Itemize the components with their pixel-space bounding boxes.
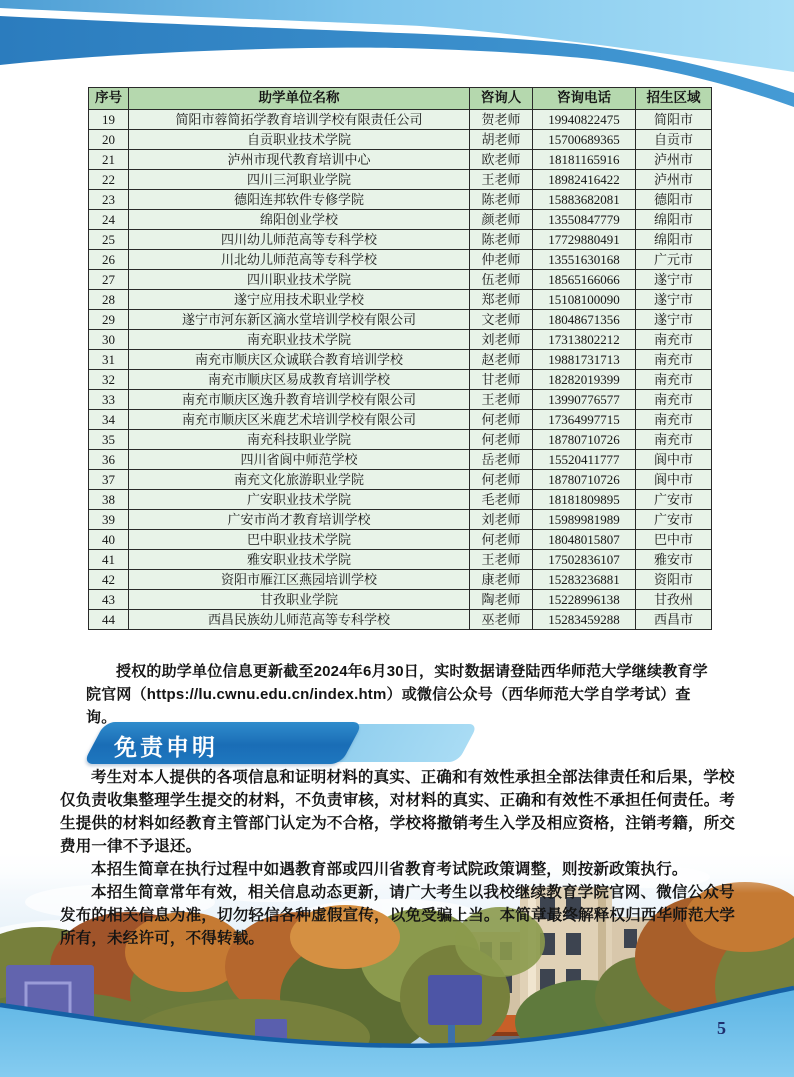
table-cell: 32 <box>89 370 129 390</box>
disclaimer-paragraph: 本招生简章常年有效，相关信息动态更新，请广大考生以我校继续教育学院官网、微信公众号发布的相关信息为准，切勿轻信各种虚假宣传，以免受骗上当。本简章最终解释权归西华师范大学所有，未经许可，不得转载。 <box>60 884 736 947</box>
table-cell: 郑老师 <box>470 290 533 310</box>
table-cell: 18982416422 <box>533 170 636 190</box>
table-cell: 德阳连邦软件专修学院 <box>129 190 470 210</box>
table-cell: 18565166066 <box>533 270 636 290</box>
table-cell: 34 <box>89 410 129 430</box>
table-cell: 陶老师 <box>470 590 533 610</box>
table-cell: 13550847779 <box>533 210 636 230</box>
table-cell: 29 <box>89 310 129 330</box>
disclaimer-paragraph: 本招生简章在执行过程中如遇教育部或四川省教育考试院政策调整，则按新政策执行。 <box>91 861 688 878</box>
table-header-cell: 咨询人 <box>470 88 533 110</box>
table-cell: 18780710726 <box>533 470 636 490</box>
table-cell: 雅安职业技术学院 <box>129 550 470 570</box>
table-cell: 资阳市 <box>636 570 712 590</box>
table-cell: 南充市顺庆区米鹿艺术培训学校有限公司 <box>129 410 470 430</box>
table-row <box>89 430 712 450</box>
table-cell: 17364997715 <box>533 410 636 430</box>
table-row <box>89 470 712 490</box>
table-row <box>89 490 712 510</box>
table-cell: 康老师 <box>470 570 533 590</box>
table-cell: 18181165916 <box>533 150 636 170</box>
table-row <box>89 370 712 390</box>
table-header-cell: 咨询电话 <box>533 88 636 110</box>
table-cell: 王老师 <box>470 550 533 570</box>
table-cell: 18048671356 <box>533 310 636 330</box>
table-cell: 41 <box>89 550 129 570</box>
table-cell: 西昌市 <box>636 610 712 630</box>
table-cell: 27 <box>89 270 129 290</box>
table-cell: 13551630168 <box>533 250 636 270</box>
table-cell: 19940822475 <box>533 110 636 130</box>
table-cell: 西昌民族幼儿师范高等专科学校 <box>129 610 470 630</box>
table-cell: 15883682081 <box>533 190 636 210</box>
table-cell: 17502836107 <box>533 550 636 570</box>
table-cell: 33 <box>89 390 129 410</box>
table-cell: 王老师 <box>470 170 533 190</box>
table-cell: 南充科技职业学院 <box>129 430 470 450</box>
table-cell: 17729880491 <box>533 230 636 250</box>
table-header-row <box>89 88 712 110</box>
table-cell: 资阳市雁江区燕园培训学校 <box>129 570 470 590</box>
table-row <box>89 170 712 190</box>
table-cell: 刘老师 <box>470 510 533 530</box>
table-cell: 何老师 <box>470 430 533 450</box>
table-cell: 南充市 <box>636 350 712 370</box>
table-cell: 四川幼儿师范高等专科学校 <box>129 230 470 250</box>
table-cell: 四川三河职业学院 <box>129 170 470 190</box>
table-cell: 南充市 <box>636 330 712 350</box>
table-cell: 自贡市 <box>636 130 712 150</box>
table-cell: 巫老师 <box>470 610 533 630</box>
table-cell: 德阳市 <box>636 190 712 210</box>
table-cell: 刘老师 <box>470 330 533 350</box>
table-cell: 甘孜职业学院 <box>129 590 470 610</box>
page-number: 5 <box>717 1018 726 1038</box>
table-cell: 何老师 <box>470 470 533 490</box>
table-row <box>89 570 712 590</box>
table-cell: 南充文化旅游职业学院 <box>129 470 470 490</box>
table-row <box>89 550 712 570</box>
table-cell: 南充市顺庆区逸升教育培训学校有限公司 <box>129 390 470 410</box>
table-cell: 遂宁市 <box>636 310 712 330</box>
table-cell: 广安市 <box>636 490 712 510</box>
table-row <box>89 250 712 270</box>
table-cell: 仲老师 <box>470 250 533 270</box>
table-cell: 13990776577 <box>533 390 636 410</box>
table-cell: 18282019399 <box>533 370 636 390</box>
table-cell: 遂宁应用技术职业学校 <box>129 290 470 310</box>
table-cell: 泸州市 <box>636 170 712 190</box>
table-row <box>89 270 712 290</box>
table-cell: 20 <box>89 130 129 150</box>
table-cell: 文老师 <box>470 310 533 330</box>
disclaimer-title: 免责申明 <box>114 734 218 760</box>
table-cell: 巴中职业技术学院 <box>129 530 470 550</box>
table-cell: 赵老师 <box>470 350 533 370</box>
table-row <box>89 530 712 550</box>
table-cell: 南充职业技术学院 <box>129 330 470 350</box>
table-row <box>89 190 712 210</box>
update-note: 授权的助学单位信息更新截至2024年6月30日，实时数据请登陆西华师范大学继续教育学院官网（https://lu.cwnu.edu.cn/index.htm）或微信公众号（西华师范大学自学考试）查询。 <box>86 663 708 726</box>
table-cell: 岳老师 <box>470 450 533 470</box>
table-cell: 甘老师 <box>470 370 533 390</box>
table-cell: 绵阳创业学校 <box>129 210 470 230</box>
table-cell: 四川省阆中师范学校 <box>129 450 470 470</box>
table-cell: 37 <box>89 470 129 490</box>
table-cell: 阆中市 <box>636 470 712 490</box>
table-cell: 15108100090 <box>533 290 636 310</box>
table-cell: 雅安市 <box>636 550 712 570</box>
table-cell: 简阳市 <box>636 110 712 130</box>
table-cell: 阆中市 <box>636 450 712 470</box>
table-header-cell: 序号 <box>89 88 129 110</box>
table-cell: 陈老师 <box>470 190 533 210</box>
disclaimer-banner <box>82 722 412 764</box>
table-row <box>89 390 712 410</box>
table-cell: 15283459288 <box>533 610 636 630</box>
table-row <box>89 230 712 250</box>
table-header-cell: 招生区域 <box>636 88 712 110</box>
table-cell: 伍老师 <box>470 270 533 290</box>
table-cell: 39 <box>89 510 129 530</box>
table-cell: 南充市 <box>636 370 712 390</box>
table-cell: 22 <box>89 170 129 190</box>
table-cell: 南充市 <box>636 410 712 430</box>
table-cell: 何老师 <box>470 410 533 430</box>
table-cell: 绵阳市 <box>636 210 712 230</box>
table-cell: 38 <box>89 490 129 510</box>
table-row <box>89 130 712 150</box>
table-cell: 19 <box>89 110 129 130</box>
table-cell: 简阳市蓉简拓学教育培训学校有限责任公司 <box>129 110 470 130</box>
table-cell: 35 <box>89 430 129 450</box>
table-cell: 31 <box>89 350 129 370</box>
table-cell: 42 <box>89 570 129 590</box>
table-cell: 甘孜州 <box>636 590 712 610</box>
table-cell: 南充市 <box>636 430 712 450</box>
table-row <box>89 290 712 310</box>
table-cell: 18780710726 <box>533 430 636 450</box>
table-cell: 25 <box>89 230 129 250</box>
table-cell: 颜老师 <box>470 210 533 230</box>
table-cell: 广安市尚才教育培训学校 <box>129 510 470 530</box>
table-cell: 四川职业技术学院 <box>129 270 470 290</box>
table-cell: 广元市 <box>636 250 712 270</box>
table-cell: 23 <box>89 190 129 210</box>
table-cell: 贺老师 <box>470 110 533 130</box>
table-row <box>89 210 712 230</box>
table-cell: 南充市顺庆区众诚联合教育培训学校 <box>129 350 470 370</box>
table-cell: 遂宁市 <box>636 290 712 310</box>
table-row <box>89 510 712 530</box>
table-cell: 28 <box>89 290 129 310</box>
table-cell: 19881731713 <box>533 350 636 370</box>
table-cell: 自贡职业技术学院 <box>129 130 470 150</box>
table-row <box>89 450 712 470</box>
table-row <box>89 350 712 370</box>
table-cell: 绵阳市 <box>636 230 712 250</box>
table-row <box>89 330 712 350</box>
table-cell: 36 <box>89 450 129 470</box>
table-cell: 王老师 <box>470 390 533 410</box>
table-cell: 15989981989 <box>533 510 636 530</box>
table-cell: 毛老师 <box>470 490 533 510</box>
table-cell: 胡老师 <box>470 130 533 150</box>
table-cell: 15700689365 <box>533 130 636 150</box>
table-cell: 巴中市 <box>636 530 712 550</box>
table-cell: 40 <box>89 530 129 550</box>
table-row <box>89 310 712 330</box>
table-header-cell: 助学单位名称 <box>129 88 470 110</box>
table-cell: 18181809895 <box>533 490 636 510</box>
table-cell: 18048015807 <box>533 530 636 550</box>
table-row <box>89 110 712 130</box>
table-cell: 陈老师 <box>470 230 533 250</box>
table-cell: 17313802212 <box>533 330 636 350</box>
table-cell: 泸州市现代教育培训中心 <box>129 150 470 170</box>
table-row <box>89 150 712 170</box>
table-cell: 广安市 <box>636 510 712 530</box>
table-cell: 遂宁市河东新区滴水堂培训学校有限公司 <box>129 310 470 330</box>
table-cell: 43 <box>89 590 129 610</box>
table-cell: 30 <box>89 330 129 350</box>
table-cell: 15228996138 <box>533 590 636 610</box>
assist-units-table <box>88 87 712 630</box>
table-cell: 南充市顺庆区易成教育培训学校 <box>129 370 470 390</box>
table-row <box>89 410 712 430</box>
table-cell: 何老师 <box>470 530 533 550</box>
table-cell: 南充市 <box>636 390 712 410</box>
table-cell: 欧老师 <box>470 150 533 170</box>
disclaimer-paragraphs <box>60 766 736 950</box>
table-cell: 泸州市 <box>636 150 712 170</box>
table-cell: 15283236881 <box>533 570 636 590</box>
table-row <box>89 610 712 630</box>
table-cell: 21 <box>89 150 129 170</box>
table-cell: 15520411777 <box>533 450 636 470</box>
table-cell: 川北幼儿师范高等专科学校 <box>129 250 470 270</box>
table-row <box>89 590 712 610</box>
table-cell: 遂宁市 <box>636 270 712 290</box>
table-cell: 44 <box>89 610 129 630</box>
table-cell: 广安职业技术学院 <box>129 490 470 510</box>
disclaimer-paragraph: 考生对本人提供的各项信息和证明材料的真实、正确和有效性承担全部法律责任和后果，学校仅负责收集整理学生提交的材料，不负责审核，对材料的真实、正确和有效性不承担任何责任。考生提供的材料如经教育主管部门认定为不合格，学校将撤销考生入学及相应资格，注销考籍，所交费用一律不予退还。 <box>60 769 736 855</box>
table-cell: 26 <box>89 250 129 270</box>
table-cell: 24 <box>89 210 129 230</box>
